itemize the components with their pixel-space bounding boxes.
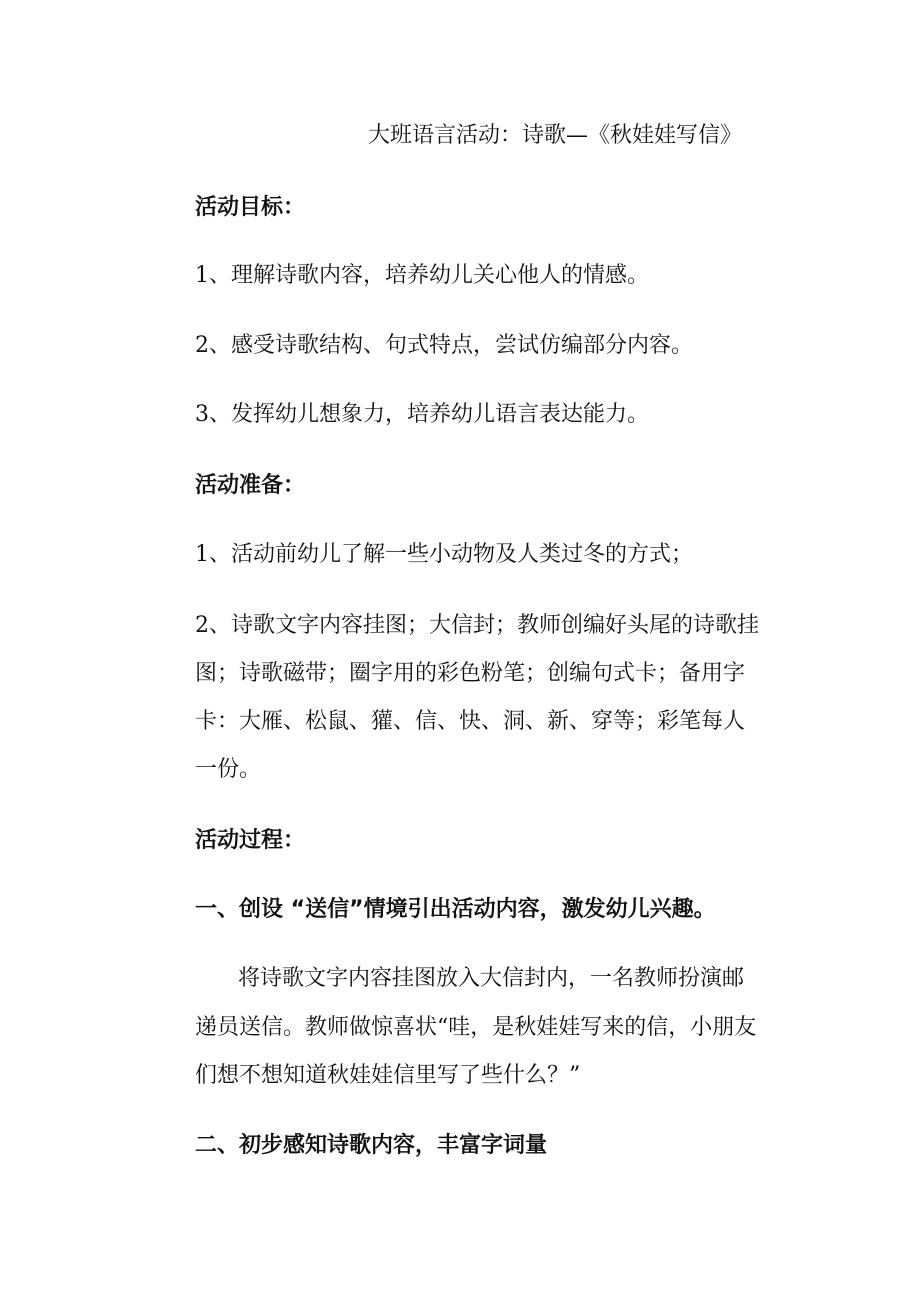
process-heading: 活动过程：: [195, 828, 306, 853]
step1-paragraph-line: 将诗歌文字内容挂图放入大信封内，一名教师扮演邮: [238, 966, 745, 991]
step1-heading: 一、创设 “送信”情境引出活动内容，激发幼儿兴趣。: [195, 897, 716, 922]
preparation-item: 1、活动前幼儿了解一些小动物及人类过冬的方式；: [195, 542, 693, 567]
preparation-heading: 活动准备：: [195, 473, 306, 498]
step1-paragraph-line: 递员送信。教师做惊喜状“哇，是秋娃娃写来的信，小朋友: [195, 1015, 757, 1040]
goal-item: 3、发挥幼儿想象力，培养幼儿语言表达能力。: [195, 402, 649, 427]
document-title: 大班语言活动：诗歌—《秋娃娃写信》: [368, 123, 743, 148]
preparation-item-line: 2、诗歌文字内容挂图；大信封；教师创编好头尾的诗歌挂: [195, 613, 759, 638]
goals-heading: 活动目标：: [195, 195, 306, 220]
step2-heading: 二、初步感知诗歌内容，丰富字词量: [195, 1133, 548, 1158]
preparation-item-line: 图；诗歌磁带；圈字用的彩色粉笔；创编句式卡；备用字: [195, 661, 746, 686]
step1-paragraph-line: 们想不想知道秋娃娃信里写了些什么？”: [195, 1063, 581, 1088]
preparation-item-line: 卡：大雁、松鼠、獾、信、快、洞、新、穿等；彩笔每人: [195, 709, 746, 734]
goal-item: 1、理解诗歌内容，培养幼儿关心他人的情感。: [195, 263, 649, 288]
preparation-item-line: 一份。: [195, 757, 262, 782]
goal-item: 2、感受诗歌结构、句式特点，尝试仿编部分内容。: [195, 333, 693, 358]
